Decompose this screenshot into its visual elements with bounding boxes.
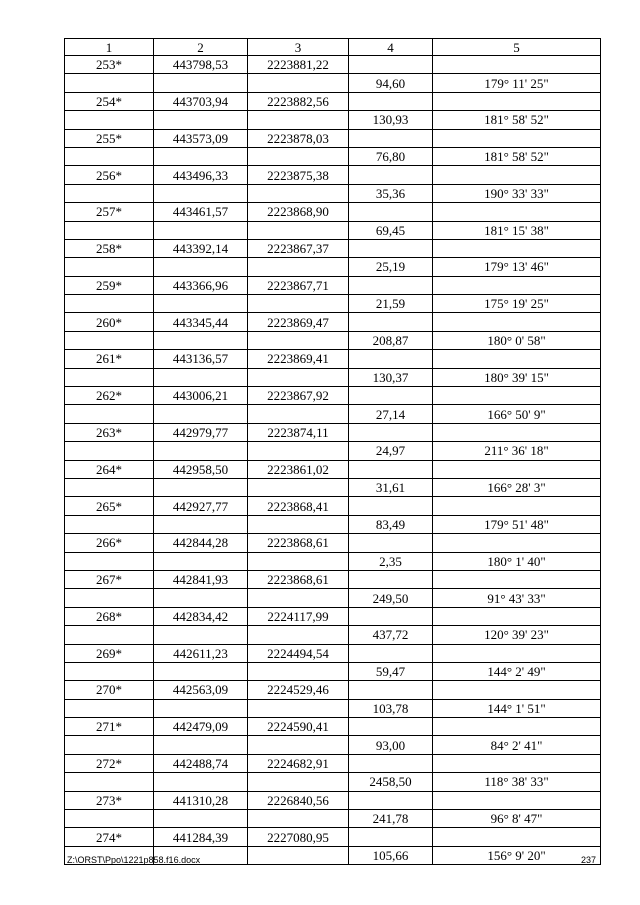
segment-row [65, 74, 601, 92]
segment-row [65, 515, 601, 533]
segment-row [65, 662, 601, 680]
point-row [65, 239, 601, 257]
coord-y: 2224529,46 [248, 681, 349, 699]
empty-cell [349, 276, 433, 294]
empty-cell [154, 736, 248, 754]
point-id: 263* [65, 423, 154, 441]
coord-x: 442979,77 [154, 423, 248, 441]
segment-distance: 35,36 [349, 184, 433, 202]
point-row [65, 718, 601, 736]
point-row [65, 570, 601, 588]
empty-cell [433, 56, 601, 74]
empty-cell [154, 626, 248, 644]
coord-y: 2223867,71 [248, 276, 349, 294]
empty-cell [248, 74, 349, 92]
point-id: 269* [65, 644, 154, 662]
empty-cell [349, 129, 433, 147]
empty-cell [154, 515, 248, 533]
coord-x: 442958,50 [154, 460, 248, 478]
empty-cell [154, 184, 248, 202]
empty-cell [433, 497, 601, 515]
segment-row [65, 736, 601, 754]
point-row [65, 607, 601, 625]
empty-cell [248, 846, 349, 864]
empty-cell [248, 773, 349, 791]
empty-cell [65, 295, 154, 313]
empty-cell [349, 92, 433, 110]
empty-cell [349, 387, 433, 405]
point-row [65, 681, 601, 699]
point-id: 274* [65, 828, 154, 846]
coord-x: 443573,09 [154, 129, 248, 147]
empty-cell [154, 368, 248, 386]
empty-cell [433, 460, 601, 478]
coord-y: 2223861,02 [248, 460, 349, 478]
segment-row [65, 442, 601, 460]
empty-cell [248, 699, 349, 717]
segment-distance: 2,35 [349, 552, 433, 570]
empty-cell [65, 662, 154, 680]
segment-distance: 27,14 [349, 405, 433, 423]
point-row [65, 460, 601, 478]
point-row [65, 644, 601, 662]
empty-cell [248, 626, 349, 644]
coord-x: 443798,53 [154, 56, 248, 74]
empty-cell [349, 350, 433, 368]
empty-cell [65, 552, 154, 570]
coord-x: 442563,09 [154, 681, 248, 699]
segment-row [65, 478, 601, 496]
point-row [65, 166, 601, 184]
empty-cell [433, 718, 601, 736]
point-row [65, 203, 601, 221]
coord-x: 442488,74 [154, 754, 248, 772]
empty-cell [248, 331, 349, 349]
empty-cell [433, 754, 601, 772]
coord-y: 2223867,37 [248, 239, 349, 257]
header-cell-1: 1 [65, 39, 154, 56]
point-id: 255* [65, 129, 154, 147]
empty-cell [433, 350, 601, 368]
point-id: 265* [65, 497, 154, 515]
empty-cell [154, 221, 248, 239]
point-row [65, 828, 601, 846]
empty-cell [433, 129, 601, 147]
point-row [65, 497, 601, 515]
empty-cell [349, 497, 433, 515]
empty-cell [65, 442, 154, 460]
empty-cell [154, 147, 248, 165]
coord-y: 2224117,99 [248, 607, 349, 625]
empty-cell [349, 791, 433, 809]
empty-cell [349, 828, 433, 846]
segment-row [65, 258, 601, 276]
empty-cell [65, 626, 154, 644]
segment-angle: 180° 0' 58" [433, 331, 601, 349]
segment-angle: 179° 51' 48" [433, 515, 601, 533]
coord-y: 2227080,95 [248, 828, 349, 846]
segment-angle: 180° 39' 15" [433, 368, 601, 386]
empty-cell [349, 607, 433, 625]
segment-row [65, 810, 601, 828]
point-id: 258* [65, 239, 154, 257]
segment-angle: 144° 1' 51" [433, 699, 601, 717]
point-id: 272* [65, 754, 154, 772]
coord-y: 2223869,41 [248, 350, 349, 368]
segment-angle: 120° 39' 23" [433, 626, 601, 644]
empty-cell [65, 74, 154, 92]
coord-y: 2223874,11 [248, 423, 349, 441]
point-id: 261* [65, 350, 154, 368]
empty-cell [154, 111, 248, 129]
coord-x: 442927,77 [154, 497, 248, 515]
segment-angle: 144° 2' 49" [433, 662, 601, 680]
coord-x: 443392,14 [154, 239, 248, 257]
empty-cell [154, 331, 248, 349]
empty-cell [65, 368, 154, 386]
empty-cell [433, 570, 601, 588]
segment-angle: 181° 58' 52" [433, 111, 601, 129]
coord-x: 441284,39 [154, 828, 248, 846]
segment-distance: 59,47 [349, 662, 433, 680]
empty-cell [349, 534, 433, 552]
point-row [65, 56, 601, 74]
empty-cell [433, 276, 601, 294]
empty-cell [154, 442, 248, 460]
segment-angle: 190° 33' 33" [433, 184, 601, 202]
point-row [65, 534, 601, 552]
empty-cell [349, 313, 433, 331]
empty-cell [349, 681, 433, 699]
empty-cell [65, 147, 154, 165]
coord-x: 443366,96 [154, 276, 248, 294]
empty-cell [433, 644, 601, 662]
segment-angle: 180° 1' 40" [433, 552, 601, 570]
segment-distance: 94,60 [349, 74, 433, 92]
point-row [65, 423, 601, 441]
point-row [65, 313, 601, 331]
empty-cell [248, 515, 349, 533]
empty-cell [154, 405, 248, 423]
segment-row [65, 111, 601, 129]
empty-cell [349, 754, 433, 772]
header-cell-5: 5 [433, 39, 601, 56]
table-body [65, 39, 601, 865]
point-id: 262* [65, 387, 154, 405]
empty-cell [65, 331, 154, 349]
empty-cell [248, 295, 349, 313]
empty-cell [248, 368, 349, 386]
segment-angle: 181° 15' 38" [433, 221, 601, 239]
empty-cell [248, 405, 349, 423]
empty-cell [433, 423, 601, 441]
segment-row [65, 295, 601, 313]
segment-row [65, 221, 601, 239]
segment-distance: 208,87 [349, 331, 433, 349]
coord-y: 2223869,47 [248, 313, 349, 331]
empty-cell [433, 313, 601, 331]
point-row [65, 276, 601, 294]
empty-cell [65, 736, 154, 754]
point-row [65, 387, 601, 405]
empty-cell [65, 405, 154, 423]
segment-angle: 118° 38' 33" [433, 773, 601, 791]
empty-cell [433, 534, 601, 552]
empty-cell [433, 681, 601, 699]
point-id: 271* [65, 718, 154, 736]
header-cell-2: 2 [154, 39, 248, 56]
empty-cell [65, 111, 154, 129]
segment-angle: 179° 11' 25" [433, 74, 601, 92]
point-id: 259* [65, 276, 154, 294]
empty-cell [248, 221, 349, 239]
empty-cell [154, 295, 248, 313]
point-id: 268* [65, 607, 154, 625]
point-id: 273* [65, 791, 154, 809]
empty-cell [433, 607, 601, 625]
empty-cell [65, 699, 154, 717]
empty-cell [248, 184, 349, 202]
empty-cell [248, 589, 349, 607]
segment-row [65, 626, 601, 644]
empty-cell [248, 810, 349, 828]
empty-cell [154, 74, 248, 92]
empty-cell [248, 147, 349, 165]
coord-x: 443136,57 [154, 350, 248, 368]
coord-y: 2223868,90 [248, 203, 349, 221]
empty-cell [248, 258, 349, 276]
segment-row [65, 368, 601, 386]
header-row [65, 39, 601, 56]
segment-angle: 96° 8' 47" [433, 810, 601, 828]
coord-y: 2223868,61 [248, 534, 349, 552]
coord-y: 2223868,61 [248, 570, 349, 588]
point-id: 267* [65, 570, 154, 588]
segment-distance: 241,78 [349, 810, 433, 828]
empty-cell [349, 570, 433, 588]
empty-cell [154, 589, 248, 607]
coord-x: 443345,44 [154, 313, 248, 331]
coord-x: 442479,09 [154, 718, 248, 736]
point-id: 266* [65, 534, 154, 552]
empty-cell [154, 478, 248, 496]
empty-cell [248, 478, 349, 496]
segment-distance: 25,19 [349, 258, 433, 276]
empty-cell [248, 552, 349, 570]
coord-y: 2226840,56 [248, 791, 349, 809]
segment-distance: 249,50 [349, 589, 433, 607]
coord-x: 442834,42 [154, 607, 248, 625]
segment-distance: 2458,50 [349, 773, 433, 791]
coord-y: 2223875,38 [248, 166, 349, 184]
segment-distance: 437,72 [349, 626, 433, 644]
segment-distance: 31,61 [349, 478, 433, 496]
footer-file-path: Z:\ORST\Ppo\1221p858.f16.docx [67, 855, 201, 865]
empty-cell [65, 810, 154, 828]
empty-cell [65, 773, 154, 791]
empty-cell [248, 111, 349, 129]
segment-distance: 105,66 [349, 846, 433, 864]
point-id: 260* [65, 313, 154, 331]
segment-angle: 84° 2' 41" [433, 736, 601, 754]
segment-angle: 179° 13' 46" [433, 258, 601, 276]
empty-cell [65, 478, 154, 496]
segment-distance: 69,45 [349, 221, 433, 239]
segment-angle: 211° 36' 18" [433, 442, 601, 460]
segment-row [65, 331, 601, 349]
coord-x: 441310,28 [154, 791, 248, 809]
coord-y: 2224590,41 [248, 718, 349, 736]
segment-angle: 166° 28' 3" [433, 478, 601, 496]
coord-x: 443496,33 [154, 166, 248, 184]
point-id: 257* [65, 203, 154, 221]
segment-distance: 83,49 [349, 515, 433, 533]
segment-distance: 76,80 [349, 147, 433, 165]
segment-distance: 24,97 [349, 442, 433, 460]
empty-cell [433, 92, 601, 110]
point-row [65, 350, 601, 368]
coord-y: 2223882,56 [248, 92, 349, 110]
segment-distance: 130,93 [349, 111, 433, 129]
segment-row [65, 147, 601, 165]
empty-cell [349, 644, 433, 662]
segment-row [65, 552, 601, 570]
empty-cell [248, 736, 349, 754]
empty-cell [154, 773, 248, 791]
segment-row [65, 699, 601, 717]
empty-cell [65, 184, 154, 202]
coord-y: 2224494,54 [248, 644, 349, 662]
coordinates-table [64, 38, 601, 865]
empty-cell [154, 662, 248, 680]
segment-row [65, 184, 601, 202]
segment-distance: 93,00 [349, 736, 433, 754]
empty-cell [349, 239, 433, 257]
point-row [65, 754, 601, 772]
header-cell-3: 3 [248, 39, 349, 56]
segment-row [65, 405, 601, 423]
empty-cell [154, 699, 248, 717]
coord-y: 2223878,03 [248, 129, 349, 147]
empty-cell [349, 166, 433, 184]
coord-x: 442611,23 [154, 644, 248, 662]
empty-cell [433, 239, 601, 257]
empty-cell [248, 662, 349, 680]
point-id: 264* [65, 460, 154, 478]
point-row [65, 791, 601, 809]
empty-cell [433, 387, 601, 405]
segment-angle: 156° 9' 20" [433, 846, 601, 864]
segment-angle: 181° 58' 52" [433, 147, 601, 165]
point-id: 256* [65, 166, 154, 184]
empty-cell [349, 203, 433, 221]
empty-cell [433, 166, 601, 184]
empty-cell [349, 460, 433, 478]
empty-cell [433, 791, 601, 809]
segment-angle: 91° 43' 33" [433, 589, 601, 607]
coord-x: 443703,94 [154, 92, 248, 110]
point-id: 253* [65, 56, 154, 74]
point-row [65, 129, 601, 147]
empty-cell [65, 515, 154, 533]
coord-x: 442844,28 [154, 534, 248, 552]
coord-x: 442841,93 [154, 570, 248, 588]
empty-cell [349, 718, 433, 736]
empty-cell [154, 258, 248, 276]
empty-cell [433, 828, 601, 846]
empty-cell [349, 423, 433, 441]
segment-angle: 166° 50' 9" [433, 405, 601, 423]
empty-cell [248, 442, 349, 460]
coord-y: 2224682,91 [248, 754, 349, 772]
empty-cell [65, 589, 154, 607]
coord-y: 2223867,92 [248, 387, 349, 405]
empty-cell [154, 810, 248, 828]
empty-cell [65, 221, 154, 239]
empty-cell [349, 56, 433, 74]
empty-cell [154, 552, 248, 570]
segment-distance: 21,59 [349, 295, 433, 313]
segment-distance: 130,37 [349, 368, 433, 386]
coord-y: 2223881,22 [248, 56, 349, 74]
header-cell-4: 4 [349, 39, 433, 56]
coord-x: 443461,57 [154, 203, 248, 221]
segment-row [65, 589, 601, 607]
segment-row [65, 773, 601, 791]
coord-x: 443006,21 [154, 387, 248, 405]
empty-cell [433, 203, 601, 221]
point-id: 270* [65, 681, 154, 699]
segment-distance: 103,78 [349, 699, 433, 717]
coord-y: 2223868,41 [248, 497, 349, 515]
point-id: 254* [65, 92, 154, 110]
point-row [65, 92, 601, 110]
empty-cell [65, 258, 154, 276]
segment-angle: 175° 19' 25" [433, 295, 601, 313]
page-number: 237 [580, 855, 596, 865]
